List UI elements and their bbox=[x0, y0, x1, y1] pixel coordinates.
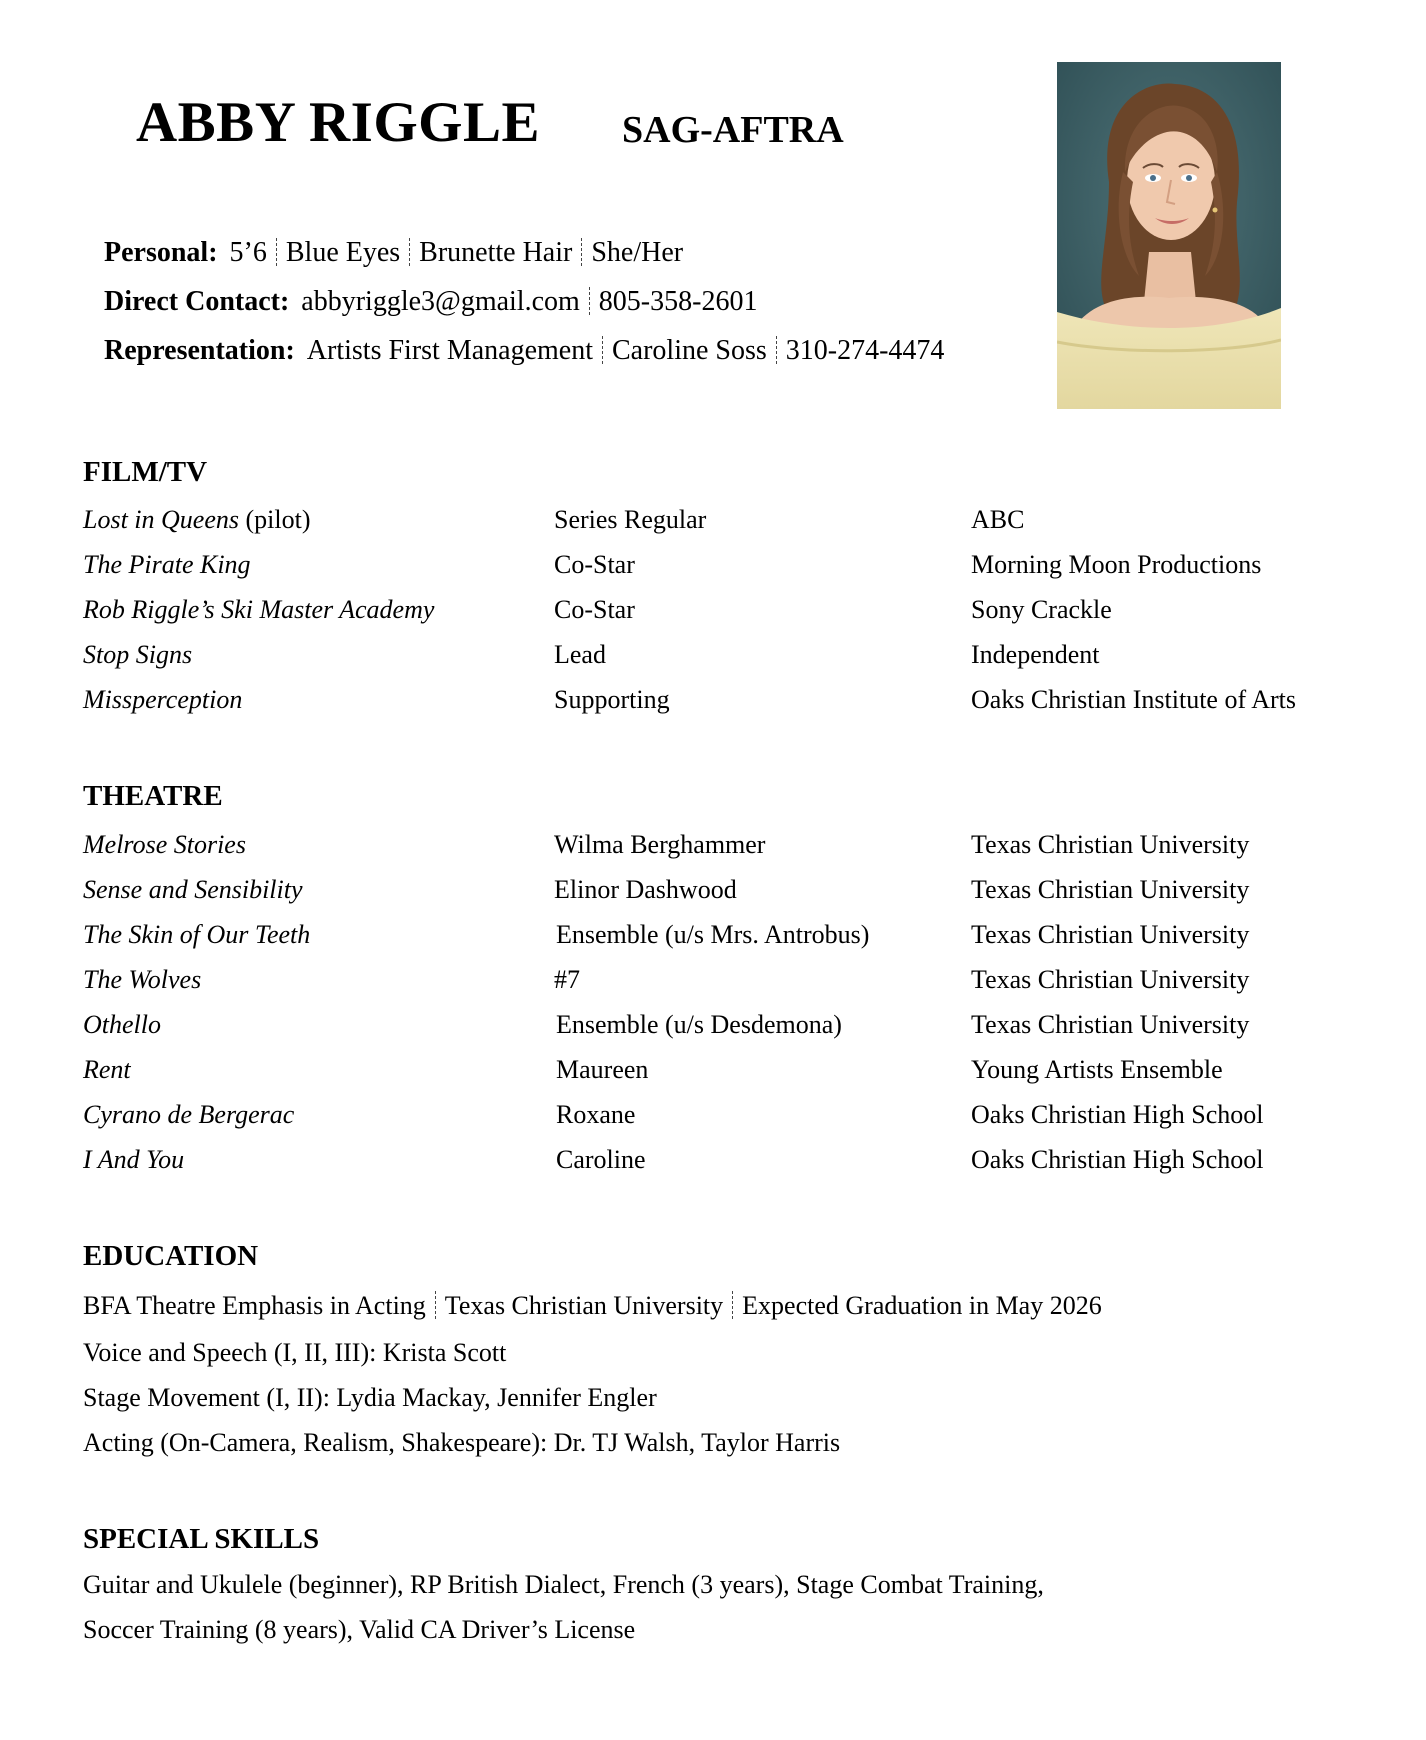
divider bbox=[732, 1291, 733, 1319]
section-title-film-tv: FILM/TV bbox=[83, 456, 208, 488]
eye-color: Blue Eyes bbox=[285, 237, 401, 268]
actor-name: ABBY RIGGLE bbox=[136, 91, 541, 154]
graduation: Expected Graduation in May 2026 bbox=[742, 1291, 1102, 1320]
credit-role: Co-Star bbox=[554, 550, 635, 579]
credit-company: Texas Christian University bbox=[971, 920, 1250, 949]
credit-title: Othello bbox=[83, 1010, 161, 1039]
credit-company: Independent bbox=[971, 640, 1100, 669]
credit-title-text: Lost in Queens bbox=[83, 505, 239, 534]
credit-role: Elinor Dashwood bbox=[554, 875, 737, 904]
divider bbox=[589, 287, 590, 315]
credit-company: Morning Moon Productions bbox=[971, 550, 1262, 579]
agent-phone: 310-274-4474 bbox=[785, 335, 945, 366]
credit-role: Roxane bbox=[556, 1100, 636, 1129]
section-title-education: EDUCATION bbox=[83, 1240, 259, 1272]
credit-title: The Pirate King bbox=[83, 550, 251, 579]
personal-label: Personal: bbox=[104, 237, 218, 268]
credit-company: Texas Christian University bbox=[971, 1010, 1250, 1039]
pronouns: She/Her bbox=[591, 237, 684, 268]
credit-title: The Wolves bbox=[83, 965, 202, 994]
phone: 805-358-2601 bbox=[598, 286, 758, 317]
degree-line bbox=[83, 1290, 1102, 1322]
divider bbox=[776, 336, 777, 364]
degree: BFA Theatre Emphasis in Acting bbox=[83, 1291, 426, 1320]
credit-role: Lead bbox=[554, 640, 606, 669]
credit-role: Supporting bbox=[554, 685, 670, 714]
school: Texas Christian University bbox=[444, 1291, 724, 1320]
divider bbox=[409, 238, 410, 266]
credit-role: Wilma Berghammer bbox=[554, 830, 766, 859]
credit-company: Texas Christian University bbox=[971, 965, 1250, 994]
training-line: Stage Movement (I, II): Lydia Mackay, Jennifer Engler bbox=[83, 1383, 657, 1412]
credit-title: Missperception bbox=[83, 685, 243, 714]
credit-company: Oaks Christian High School bbox=[971, 1145, 1264, 1174]
credit-title: I And You bbox=[83, 1145, 185, 1174]
credit-title: Cyrano de Bergerac bbox=[83, 1100, 295, 1129]
credit-company: Oaks Christian High School bbox=[971, 1100, 1264, 1129]
skills-line: Guitar and Ukulele (beginner), RP British Dialect, French (3 years), Stage Combat Training, bbox=[83, 1570, 1044, 1599]
credit-title: Melrose Stories bbox=[83, 830, 246, 859]
hair-color: Brunette Hair bbox=[419, 237, 573, 268]
height: 5’6 bbox=[229, 237, 267, 268]
divider bbox=[435, 1291, 436, 1319]
credit-title bbox=[83, 504, 311, 536]
divider bbox=[581, 238, 582, 266]
agency: Artists First Management bbox=[306, 335, 593, 366]
contact-label: Direct Contact: bbox=[104, 286, 290, 317]
credit-title: Stop Signs bbox=[83, 640, 193, 669]
representation-line bbox=[104, 334, 944, 368]
email: abbyriggle3@gmail.com bbox=[301, 286, 580, 317]
credit-role: Ensemble (u/s Desdemona) bbox=[556, 1010, 842, 1039]
personal-line bbox=[104, 236, 683, 270]
agent-name: Caroline Soss bbox=[612, 335, 767, 366]
credit-company: Texas Christian University bbox=[971, 830, 1250, 859]
section-title-skills: SPECIAL SKILLS bbox=[83, 1523, 320, 1555]
credit-title: Rob Riggle’s Ski Master Academy bbox=[83, 595, 435, 624]
credit-title: The Skin of Our Teeth bbox=[83, 920, 311, 949]
credit-company: Sony Crackle bbox=[971, 595, 1112, 624]
training-line: Acting (On-Camera, Realism, Shakespeare): Dr. TJ Walsh, Taylor Harris bbox=[83, 1428, 841, 1457]
credit-title: Sense and Sensibility bbox=[83, 875, 303, 904]
section-title-theatre: THEATRE bbox=[83, 780, 223, 812]
representation-label: Representation: bbox=[104, 335, 295, 366]
credit-title-suffix: (pilot) bbox=[239, 505, 311, 534]
credit-role: Ensemble (u/s Mrs. Antrobus) bbox=[556, 920, 870, 949]
credit-role: Series Regular bbox=[554, 505, 707, 534]
skills-line: Soccer Training (8 years), Valid CA Driver’s License bbox=[83, 1615, 636, 1644]
credit-role: Co-Star bbox=[554, 595, 635, 624]
training-line: Voice and Speech (I, II, III): Krista Scott bbox=[83, 1338, 507, 1367]
credit-company: Oaks Christian Institute of Arts bbox=[971, 685, 1296, 714]
divider bbox=[276, 238, 277, 266]
divider bbox=[602, 336, 603, 364]
credit-role: #7 bbox=[554, 965, 580, 994]
contact-line bbox=[104, 285, 757, 319]
credit-company: Young Artists Ensemble bbox=[971, 1055, 1223, 1084]
credit-company: ABC bbox=[971, 505, 1025, 534]
credit-role: Caroline bbox=[556, 1145, 646, 1174]
credit-role: Maureen bbox=[556, 1055, 649, 1084]
headshot-photo bbox=[1057, 62, 1281, 409]
credit-company: Texas Christian University bbox=[971, 875, 1250, 904]
credit-title: Rent bbox=[83, 1055, 131, 1084]
union-affiliation: SAG-AFTRA bbox=[622, 109, 844, 151]
